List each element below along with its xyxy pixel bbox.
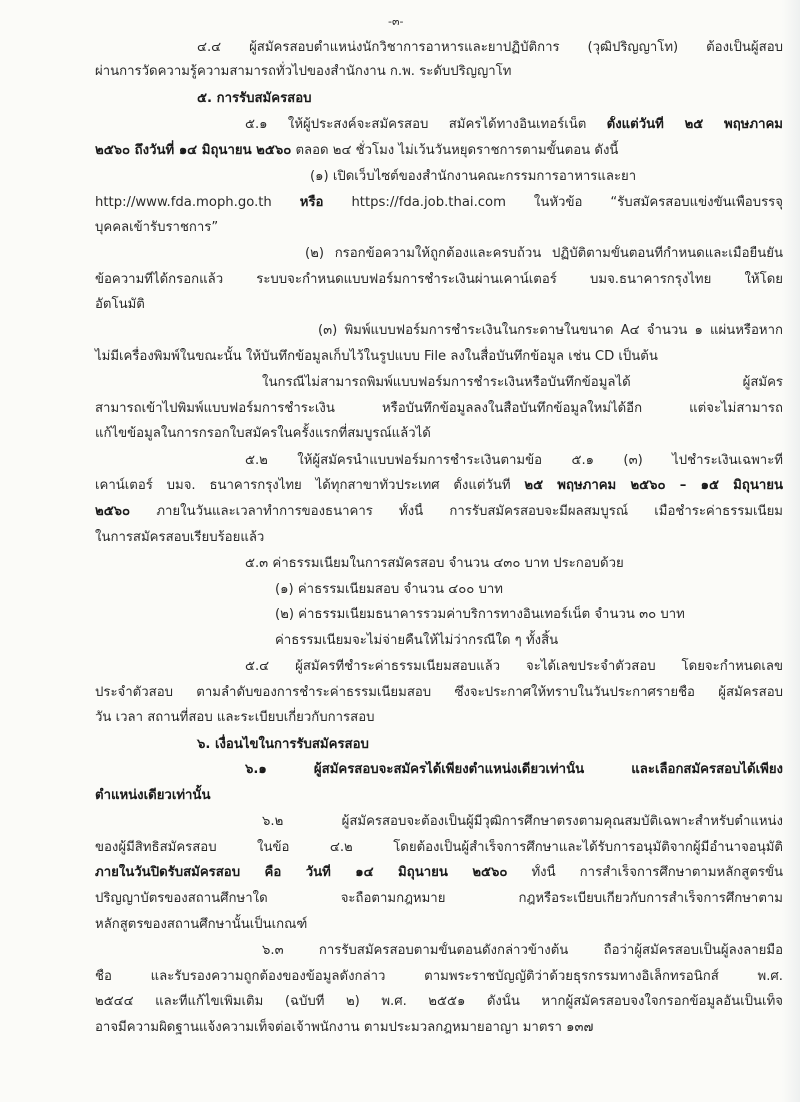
text-line xyxy=(95,916,307,934)
text-line xyxy=(197,736,369,754)
text-segment: หลักสูตรของสถานศึกษานั้นเป็นเกณฑ์ xyxy=(95,917,308,932)
text-segment: ปริญญาบัตรของสถานศึกษาใด จะถือตามกฎหมาย กฎหรือระเบียบเกี่ยวกับการสำเร็จการศึกษาตาม xyxy=(95,891,783,906)
text-line xyxy=(95,890,783,908)
text-line xyxy=(95,63,511,81)
text-line xyxy=(275,581,503,599)
text-line xyxy=(305,245,783,263)
text-segment: ชื่อ และรับรองความถูกต้องของข้อมูลดังกล่าว ตามพระราชบัญญัติว่าด้วยธุรกรรมทางอิเล็กทรอนิกส์ พ.ศ. xyxy=(95,969,783,984)
text-line xyxy=(95,194,783,212)
text-segment: (๒) กรอกข้อความให้ถูกต้องและครบถ้วน ปฏิบัติตามขั้นตอนที่กำหนดและเมื่อยืนยัน xyxy=(305,246,783,261)
text-line xyxy=(95,993,783,1011)
text-segment: แก้ไขข้อมูลในการกรอกใบสมัครในครั้งแรกที่สมบูรณ์แล้วได้ xyxy=(95,426,431,441)
text-segment: ของผู้มีสิทธิสมัครสอบ ในข้อ ๔.๒ โดยต้องเป็นผู้สำเร็จการศึกษาและได้รับการอนุมัติจากผู้มีอำนาจอนุมัติ xyxy=(95,840,783,855)
text-line xyxy=(262,813,783,831)
text-segment: ๒๕๔๔ และที่แก้ไขเพิ่มเติม (ฉบับที่ ๒) พ.ศ. ๒๕๕๑ ดังนั้น หากผู้สมัครสอบจงใจกรอกข้อมูลอันเป็นเท็จ xyxy=(95,994,783,1009)
text-line xyxy=(275,606,685,624)
bold-text: ตั้งแต่วันที่ ๒๕ พฤษภาคม xyxy=(606,117,783,132)
text-line xyxy=(95,968,783,986)
bold-text: ๒๕ พฤษภาคม ๒๕๖๐ – ๑๕ มิถุนายน xyxy=(524,478,783,493)
text-segment: อาจมีความผิดฐานแจ้งความเท็จต่อเจ้าพนักงาน ตามประมวลกฎหมายอาญา มาตรา ๑๓๗ xyxy=(95,1020,594,1035)
text-segment: ในการสมัครสอบเรียบร้อยแล้ว xyxy=(95,530,265,545)
text-segment: ๔.๔ ผู้สมัครสอบตำแหน่งนักวิชาการอาหารและยาปฏิบัติการ (วุฒิปริญญาโท) ต้องเป็นผู้สอบ xyxy=(197,40,783,55)
text-line xyxy=(95,296,145,314)
bold-text: ๖.๑ ผู้สมัครสอบจะสมัครได้เพียงตำแหน่งเดียวเท่านั้น และเลือกสมัครสอบได้เพียง xyxy=(245,762,783,777)
text-segment: (๒) ค่าธรรมเนียมธนาคารรวมค่าบริการทางอินเทอร์เน็ต จำนวน ๓๐ บาท xyxy=(275,607,685,622)
text-line xyxy=(245,555,624,573)
text-segment: สามารถเข้าไปพิมพ์แบบฟอร์มการชำระเงิน หรือบันทึกข้อมูลลงในสื่อบันทึกข้อมูลใหม่ได้อีก แต่จะไม่สามารถ xyxy=(95,401,783,416)
text-line xyxy=(95,219,218,237)
text-line xyxy=(95,709,374,727)
text-segment: (๑) เปิดเว็บไซต์ของสำนักงานคณะกรรมการอาหารและยา xyxy=(310,169,637,184)
text-segment: http://www.fda.moph.go.th xyxy=(95,195,300,210)
text-segment: อัตโนมัติ xyxy=(95,297,145,312)
text-line xyxy=(318,322,783,340)
bold-text: ตำแหน่งเดียวเท่านั้น xyxy=(95,788,211,803)
bold-text: ๖. เงื่อนไขในการรับสมัครสอบ xyxy=(197,737,369,752)
text-line xyxy=(95,864,783,882)
text-segment: ผ่านการวัดความรู้ความสามารถทั่วไปของสำนักงาน ก.พ. ระดับปริญญาโท xyxy=(95,64,512,79)
text-line xyxy=(95,839,783,857)
text-line xyxy=(95,684,783,702)
text-line xyxy=(95,529,264,547)
text-line xyxy=(95,348,658,366)
text-line xyxy=(262,942,783,960)
text-segment: (๓) พิมพ์แบบฟอร์มการชำระเงินในกระดาษในขนาด A๔ จำนวน ๑ แผ่นหรือหาก xyxy=(318,323,783,338)
text-line xyxy=(95,142,618,160)
scan-edge xyxy=(782,0,800,1102)
text-segment: (๑) ค่าธรรมเนียมสอบ จำนวน ๔๐๐ บาท xyxy=(275,582,503,597)
text-segment: ๕.๔ ผู้สมัครที่ชำระค่าธรรมเนียมสอบแล้ว จะได้เลขประจำตัวสอบ โดยจะกำหนดเลข xyxy=(245,659,783,674)
text-segment: ค่าธรรมเนียมจะไม่จ่ายคืนให้ไม่ว่ากรณีใด ๆ ทั้งสิ้น xyxy=(275,633,559,648)
text-line xyxy=(245,761,783,779)
text-line xyxy=(245,452,783,470)
text-line xyxy=(95,1019,593,1037)
text-line xyxy=(197,90,312,108)
bold-text: หรือ xyxy=(299,195,324,210)
text-line xyxy=(95,503,783,521)
text-segment: https://fda.job.thai.com ในหัวข้อ “รับสมัครสอบแข่งขันเพื่อบรรจุ xyxy=(323,195,783,210)
text-segment: ๕.๒ ให้ผู้สมัครนำแบบฟอร์มการชำระเงินตามข้อ ๕.๑ (๓) ไปชำระเงินเฉพาะที่ xyxy=(245,453,783,468)
text-line xyxy=(197,39,783,57)
text-segment: เคาน์เตอร์ บมจ. ธนาคารกรุงไทย ได้ทุกสาขาทั่วประเทศ ตั้งแต่วันที่ xyxy=(95,478,525,493)
text-line xyxy=(275,632,558,650)
text-line xyxy=(245,116,783,134)
text-line xyxy=(95,477,783,495)
text-line xyxy=(310,168,636,186)
text-line xyxy=(95,400,783,418)
text-segment: ในกรณีไม่สามารถพิมพ์แบบฟอร์มการชำระเงินหรือบันทึกข้อมูลได้ ผู้สมัคร xyxy=(262,375,783,390)
text-segment: ๖.๓ การรับสมัครสอบตามขั้นตอนดังกล่าวข้างต้น ถือว่าผู้สมัครสอบเป็นผู้ลงลายมือ xyxy=(262,943,783,958)
text-line xyxy=(95,271,783,289)
text-segment: บุคคลเข้ารับราชการ” xyxy=(95,220,219,235)
bold-text: ๕. การรับสมัครสอบ xyxy=(197,91,312,106)
text-segment: ทั้งนี้ การสำเร็จการศึกษาตามหลักสูตรขั้น xyxy=(507,865,783,880)
text-line xyxy=(95,787,210,805)
bold-text: ภายในวันปิดรับสมัครสอบ คือ วันที่ ๑๔ มิถุนายน ๒๕๖๐ xyxy=(95,865,508,880)
text-segment: ประจำตัวสอบ ตามลำดับของการชำระค่าธรรมเนียมสอบ ซึ่งจะประกาศให้ทราบในวันประกาศรายชื่อ ผู้สมัครสอบ xyxy=(95,685,783,700)
text-segment: ไม่มีเครื่องพิมพ์ในขณะนั้น ให้บันทึกข้อมูลเก็บไว้ในรูปแบบ File ลงในสื่อบันทึกข้อมูล เช่น CD เป็นต้น xyxy=(95,349,658,364)
text-segment: ตลอด ๒๔ ชั่วโมง ไม่เว้นวันหยุดราชการตามขั้นตอน ดังนี้ xyxy=(291,143,619,158)
text-segment: ๕.๑ ให้ผู้ประสงค์จะสมัครสอบ สมัครได้ทางอินเทอร์เน็ต xyxy=(245,117,607,132)
text-segment: ข้อความที่ได้กรอกแล้ว ระบบจะกำหนดแบบฟอร์มการชำระเงินผ่านเคาน์เตอร์ บมจ.ธนาคารกรุงไทย ให้โดย xyxy=(95,272,783,287)
page-number: -๓- xyxy=(388,15,404,28)
text-segment: ๖.๒ ผู้สมัครสอบจะต้องเป็นผู้มีวุฒิการศึกษาตรงตามคุณสมบัติเฉพาะสำหรับตำแหน่ง xyxy=(262,814,783,829)
bold-text: ๒๕๖๐ ถึงวันที่ ๑๔ มิถุนายน ๒๕๖๐ xyxy=(95,143,292,158)
text-line xyxy=(262,374,783,392)
text-segment: วัน เวลา สถานที่สอบ และระเบียบเกี่ยวกับการสอบ xyxy=(95,710,375,725)
text-line xyxy=(95,425,431,443)
text-segment: ๕.๓ ค่าธรรมเนียมในการสมัครสอบ จำนวน ๔๓๐ บาท ประกอบด้วย xyxy=(245,556,624,571)
text-segment: ภายในวันและเวลาทำการของธนาคาร ทั้งนี้ การรับสมัครสอบจะมีผลสมบูรณ์ เมื่อชำระค่าธรรมเนียม xyxy=(130,504,783,519)
bold-text: ๒๕๖๐ xyxy=(95,504,131,519)
text-line xyxy=(245,658,783,676)
